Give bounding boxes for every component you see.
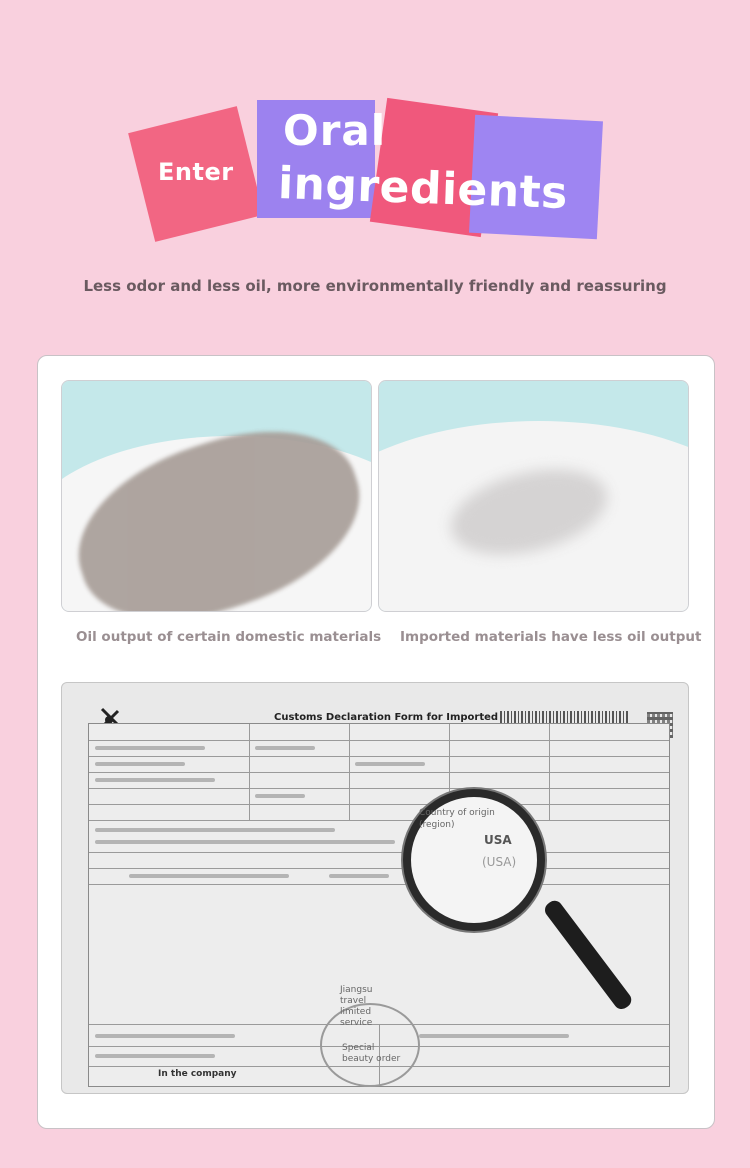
declaration-title: Customs Declaration Form for Imported bbox=[274, 712, 499, 723]
magnified-origin-value: USA bbox=[484, 833, 512, 847]
customs-declaration-image bbox=[61, 682, 689, 1094]
tagline: Less odor and less oil, more environmentally friendly and reassuring bbox=[83, 277, 667, 295]
enter-label: Enter bbox=[158, 158, 234, 186]
title-line-1: Oral bbox=[283, 106, 387, 155]
content-card bbox=[37, 355, 715, 1129]
stamp-text-bottom: Special beauty order bbox=[342, 1043, 401, 1064]
hero-banner bbox=[0, 0, 750, 340]
domestic-material-photo bbox=[61, 380, 372, 612]
title-line-2: ingredients bbox=[277, 158, 569, 220]
company-label: In the company bbox=[158, 1069, 237, 1079]
domestic-caption: Oil output of certain domestic materials bbox=[76, 629, 382, 645]
imported-material-photo bbox=[378, 380, 689, 612]
magnified-origin-value-faded: (USA) bbox=[482, 855, 517, 869]
stamp-text-top: Jiangsu travel limited service bbox=[340, 985, 373, 1028]
magnified-field-label: Country of origin (region) bbox=[419, 808, 495, 830]
imported-caption: Imported materials have less oil output bbox=[400, 629, 702, 645]
